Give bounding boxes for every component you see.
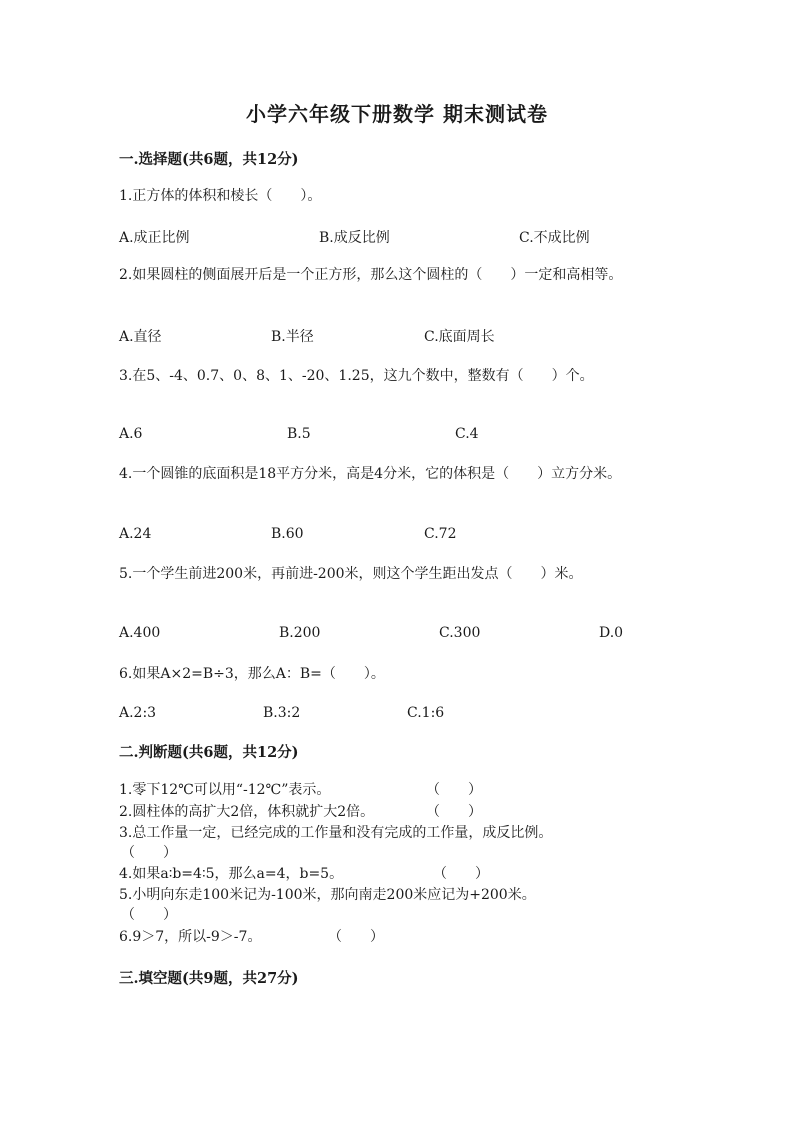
q5-option-b: B.200 <box>279 625 321 641</box>
judgment-5-blank: （ ） <box>121 907 177 923</box>
q3-option-c: C.4 <box>455 426 479 442</box>
q5-option-a: A.400 <box>119 625 161 641</box>
section-heading-fill-blank: 三.填空题(共9题，共27分) <box>119 970 299 987</box>
question-5: 5.一个学生前进200米，再前进-200米，则这个学生距出发点（ ）米。 <box>119 566 583 582</box>
judgment-3-text: 3.总工作量一定，已经完成的工作量和没有完成的工作量，成反比例。 <box>119 825 553 841</box>
judgment-3-blank: （ ） <box>121 845 177 861</box>
section-heading-choice: 一.选择题(共6题，共12分) <box>119 151 299 168</box>
q2-option-b: B.半径 <box>271 329 314 345</box>
judgment-1-text: 1.零下12℃可以用“-12℃”表示。 <box>119 782 331 798</box>
q1-option-b: B.成反比例 <box>319 230 390 246</box>
question-6: 6.如果A×2=B÷3，那么A：B=（ ）。 <box>119 666 385 682</box>
q3-option-a: A.6 <box>119 426 143 442</box>
section-heading-judgment: 二.判断题(共6题，共12分) <box>119 744 299 761</box>
question-1: 1.正方体的体积和棱长（ ）。 <box>119 188 322 204</box>
judgment-2-text: 2.圆柱体的高扩大2倍，体积就扩大2倍。 <box>119 804 375 820</box>
q4-option-c: C.72 <box>424 526 457 542</box>
q1-option-c: C.不成比例 <box>519 230 590 246</box>
q4-option-a: A.24 <box>119 526 152 542</box>
q6-option-c: C.1:6 <box>407 705 445 721</box>
q5-option-c: C.300 <box>439 625 481 641</box>
judgment-1 <box>119 780 330 801</box>
q2-option-c: C.底面周长 <box>424 329 495 345</box>
q6-option-a: A.2:3 <box>119 705 157 721</box>
judgment-2 <box>119 802 374 823</box>
q4-option-b: B.60 <box>271 526 304 542</box>
question-2: 2.如果圆柱的侧面展开后是一个正方形，那么这个圆柱的（ ）一定和高相等。 <box>119 267 623 283</box>
judgment-5-text: 5.小明向东走100米记为-100米，那向南走200米应记为+200米。 <box>119 887 536 903</box>
judgment-2-blank: （ ） <box>426 804 482 820</box>
q3-option-b: B.5 <box>287 426 311 442</box>
judgment-1-blank: （ ） <box>426 782 482 798</box>
judgment-4-blank: （ ） <box>433 866 489 882</box>
q1-option-a: A.成正比例 <box>119 230 190 246</box>
judgment-6-text: 6.9＞7，所以-9＞-7。 <box>119 929 262 945</box>
question-4: 4.一个圆锥的底面积是18平方分米，高是4分米，它的体积是（ ）立方分米。 <box>119 466 622 482</box>
judgment-6-blank: （ ） <box>328 929 384 945</box>
judgment-4-text: 4.如果a∶b=4∶5，那么a=4，b=5。 <box>119 866 344 882</box>
q6-option-b: B.3:2 <box>263 705 301 721</box>
page-title: 小学六年级下册数学 期末测试卷 <box>246 102 548 126</box>
q2-option-a: A.直径 <box>119 329 162 345</box>
question-3: 3.在5、-4、0.7、0、8、1、-20、1.25，这九个数中，整数有（ ）个。 <box>119 368 594 384</box>
q5-option-d: D.0 <box>599 625 624 641</box>
